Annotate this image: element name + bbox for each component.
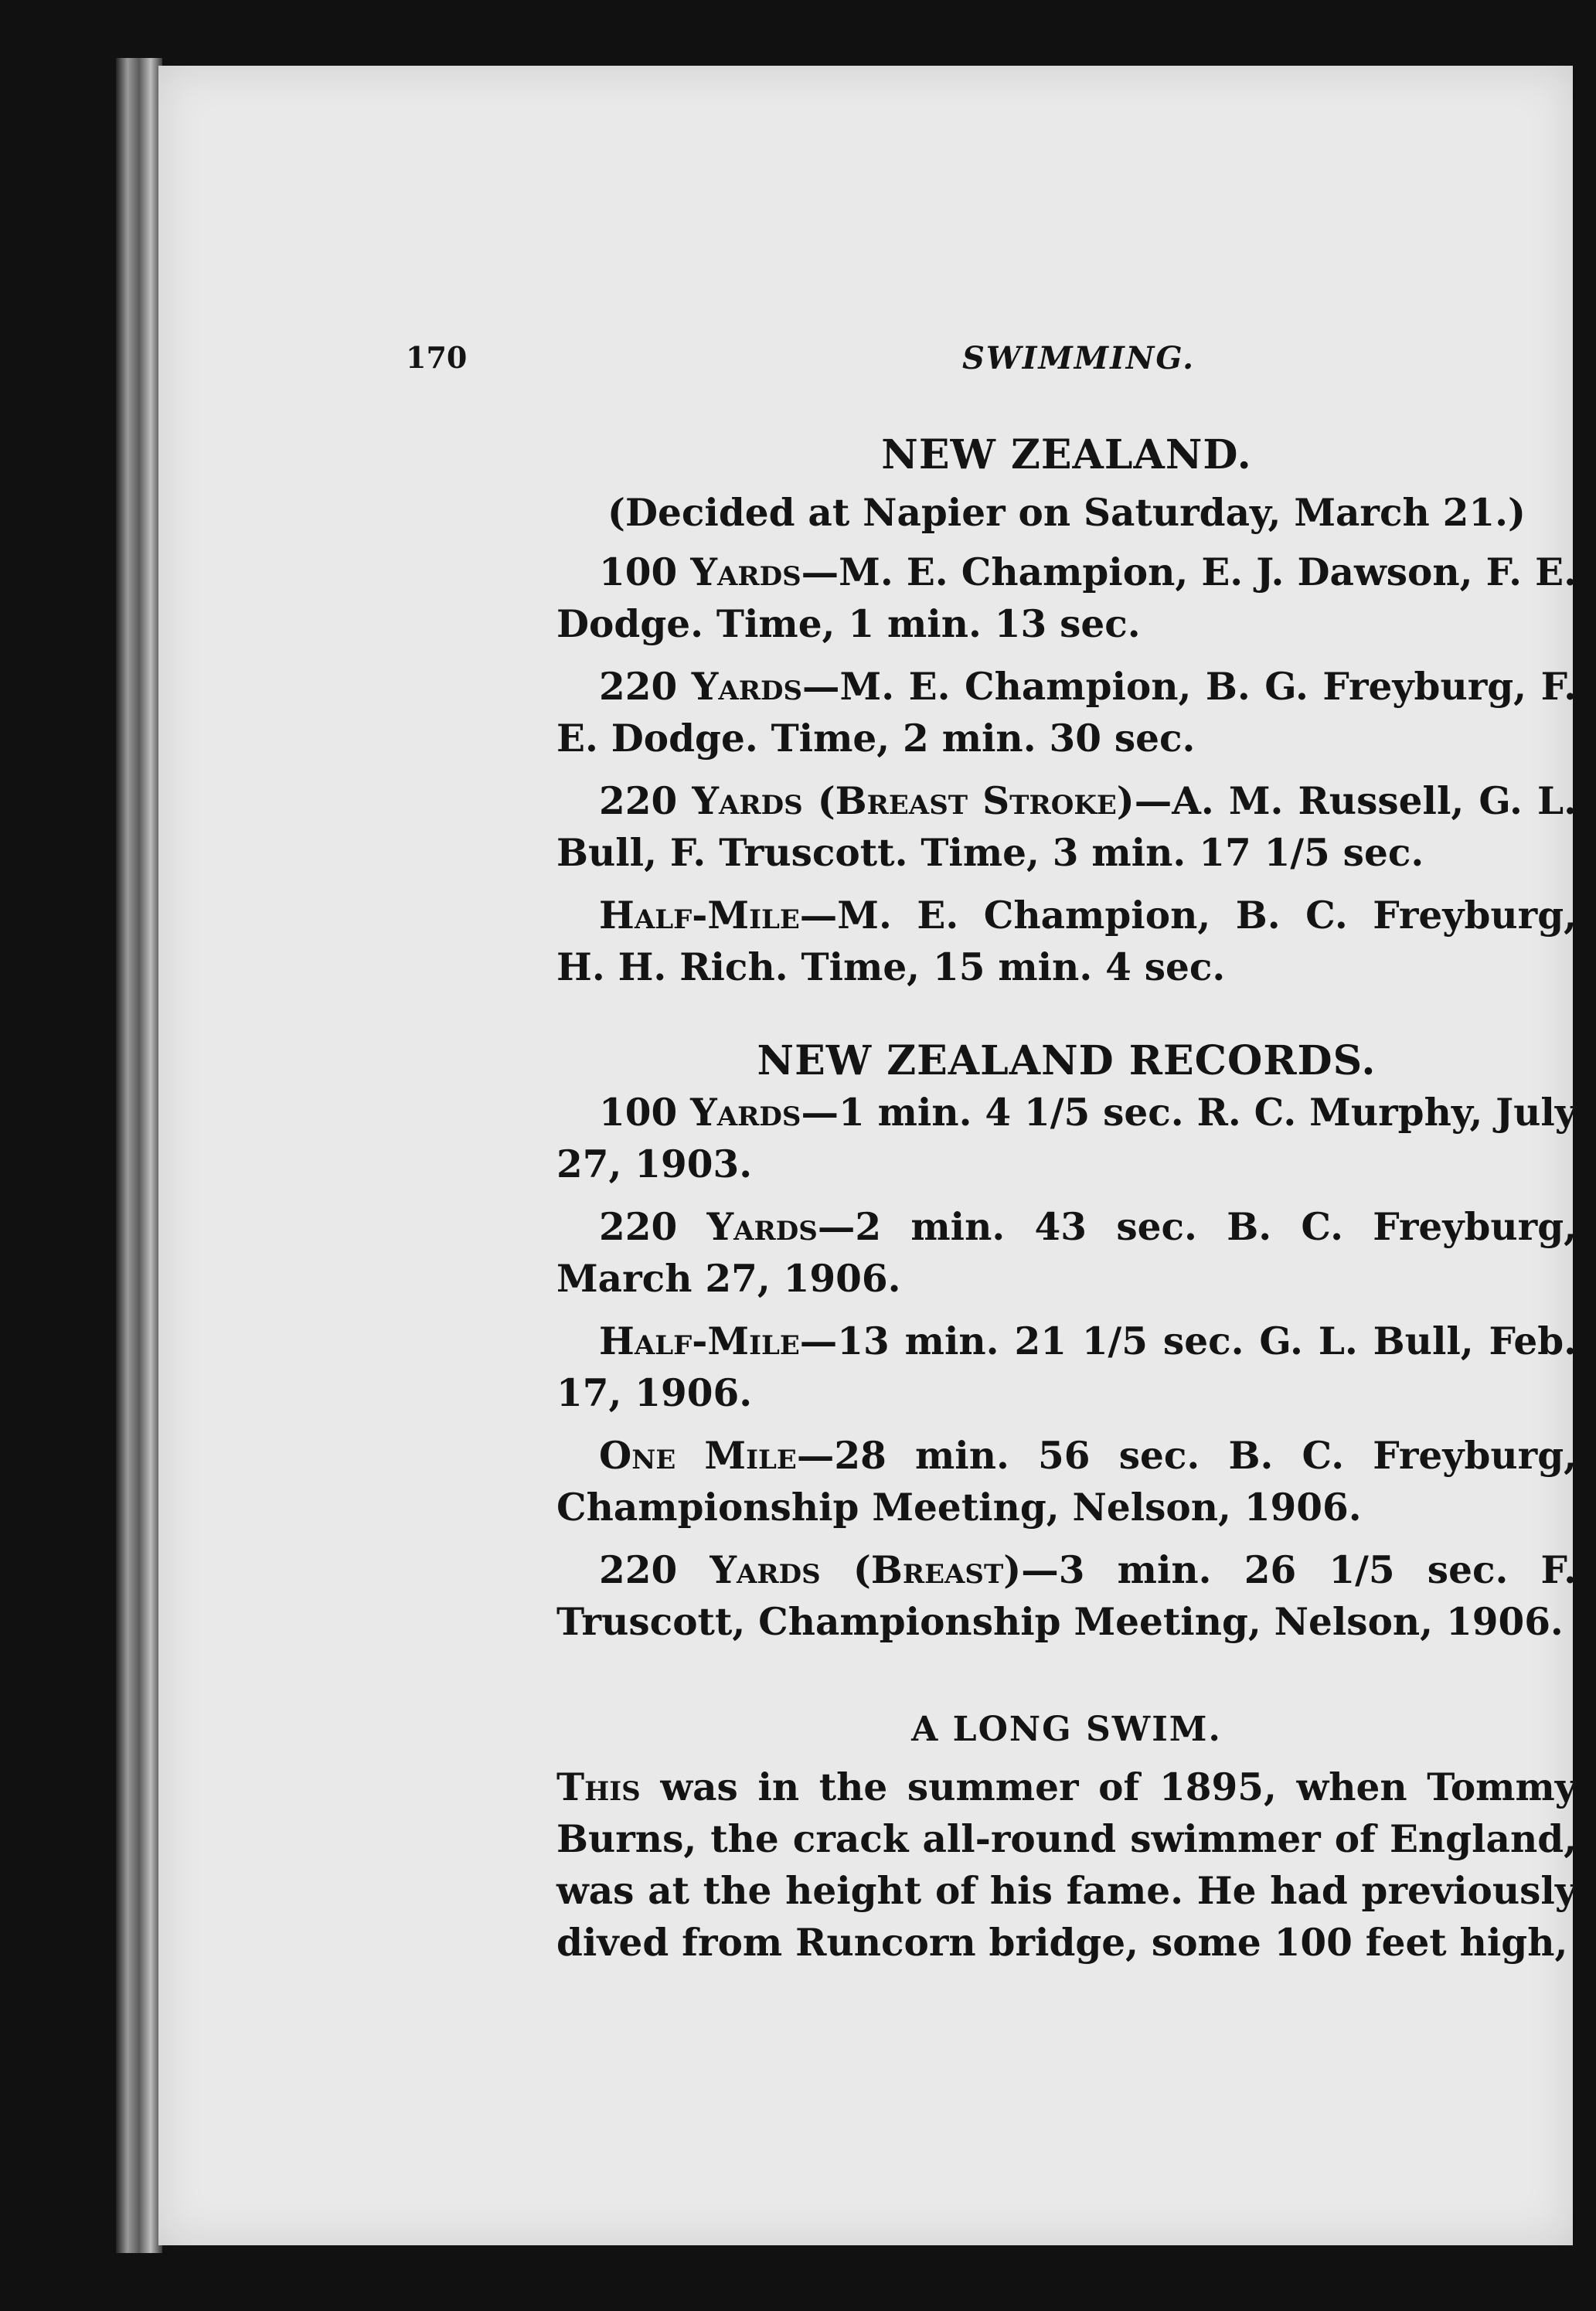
event-name: Half-Mile	[599, 1319, 800, 1363]
paragraph-text: was in the summer of 1895, when Tommy Burns, the crack all-round swimmer of England, was at the height of his fame. He had previously dived from Runcorn bridge, some 100 feet high,	[556, 1765, 1577, 1965]
page-number: 170	[406, 340, 468, 375]
event-name: 220 Yards	[599, 1205, 818, 1249]
entry-text: —A. M. Russell, G. L. Bull, F. Truscott. Time, 3 min. 17 1/5 sec.	[556, 779, 1577, 875]
running-head: SWIMMING.	[962, 340, 1196, 376]
event-name: 220 Yards (Breast Stroke)	[599, 779, 1135, 823]
entry-text: —1 min. 4 1/5 sec. R. C. Murphy, July 27, 1903.	[556, 1091, 1577, 1186]
entry-text: —28 min. 56 sec. B. C. Freyburg, Championship Meeting, Nelson, 1906.	[556, 1434, 1577, 1530]
section-subheading: (Decided at Napier on Saturday, March 21.)	[607, 491, 1526, 535]
record-entry	[556, 1315, 1577, 1419]
section-spacer	[556, 1004, 1577, 1035]
result-entry	[556, 890, 1577, 993]
section-heading-long-swim: A LONG SWIM.	[911, 1710, 1222, 1749]
page-header	[406, 340, 1565, 386]
event-name: 220 Yards	[599, 665, 803, 709]
entry-text: —13 min. 21 1/5 sec. G. L. Bull, Feb. 17, 1906.	[556, 1319, 1577, 1415]
result-entry	[556, 546, 1577, 650]
result-entry	[556, 661, 1577, 764]
event-name: One Mile	[599, 1434, 797, 1478]
entry-text: —3 min. 26 1/5 sec. F. Truscott, Championship Meeting, Nelson, 1906.	[556, 1548, 1577, 1644]
page-content	[556, 429, 1577, 1969]
result-entry	[556, 775, 1577, 879]
event-name: 100 Yards	[599, 1091, 801, 1135]
lead-word: This	[556, 1765, 641, 1809]
record-entry	[556, 1201, 1577, 1305]
event-name: 100 Yards	[599, 550, 801, 594]
section-spacer	[556, 1659, 1577, 1690]
record-entry	[556, 1087, 1577, 1190]
entry-text: —2 min. 43 sec. B. C. Freyburg, March 27, 1906.	[556, 1205, 1577, 1301]
entry-text: —M. E. Champion, E. J. Dawson, F. E. Dodge. Time, 1 min. 13 sec.	[556, 550, 1577, 646]
record-entry	[556, 1430, 1577, 1533]
entry-text: —M. E. Champion, B. G. Freyburg, F. E. Dodge. Time, 2 min. 30 sec.	[556, 665, 1577, 761]
section-heading-new-zealand: NEW ZEALAND.	[881, 431, 1252, 478]
entry-text: —M. E. Champion, B. C. Freyburg, H. H. Rich. Time, 15 min. 4 sec.	[556, 893, 1577, 989]
event-name: Half-Mile	[599, 893, 800, 938]
record-entry	[556, 1544, 1577, 1648]
book-spine-edge	[116, 58, 162, 2253]
book-page	[158, 66, 1577, 2245]
event-name: 220 Yards (Breast)	[599, 1548, 1022, 1592]
section-heading-records: NEW ZEALAND RECORDS.	[757, 1037, 1377, 1084]
body-paragraph	[556, 1761, 1577, 1969]
